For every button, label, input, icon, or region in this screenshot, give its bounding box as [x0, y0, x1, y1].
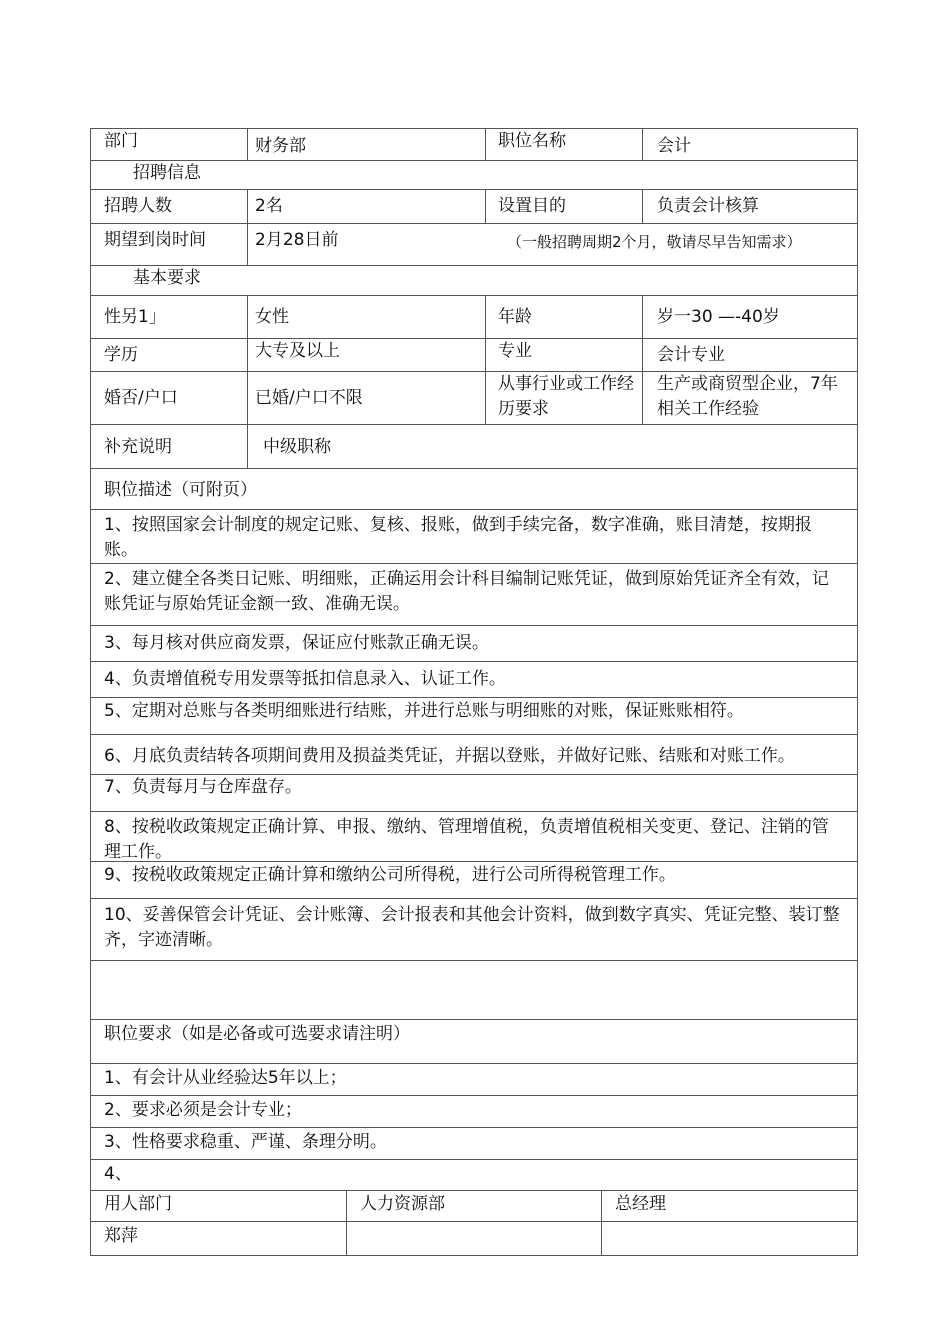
description-item-text: 2、建立健全各类日记账、明细账，正确运用会计科目编制记账凭证，做到原始凭证齐全有效，记账凭证与原始凭证金额一致、准确无误。 [104, 569, 829, 614]
description-item-text: 8、按税收政策规定正确计算、申报、缴纳、管理增值税，负责增值税相关变更、登记、注销的管理工作。 [104, 817, 829, 862]
marital-value: 已婚/户口不限 [255, 388, 363, 408]
header-row [90, 128, 858, 161]
age-value: 岁一30 —-40岁 [657, 307, 780, 327]
requirements-title-row [90, 1020, 858, 1064]
description-item-text: 1、按照国家会计制度的规定记账、复核、报账，做到手续完备，数字准确，账目清楚，按期报账。 [104, 515, 812, 560]
description-item [90, 812, 858, 862]
gender-value: 女性 [255, 307, 289, 327]
job-requisition-form [90, 128, 858, 1256]
extra-value: 中级职称 [263, 437, 331, 457]
date-label: 期望到岗时间 [104, 230, 206, 250]
description-item [90, 626, 858, 662]
description-item [90, 698, 858, 735]
dept-value: 财务部 [255, 136, 306, 156]
description-item [90, 564, 858, 626]
signoff-value-row [90, 1222, 858, 1256]
experience-label: 从事行业或工作经历要求 [498, 374, 634, 419]
description-title: 职位描述（可附页） [104, 480, 257, 500]
description-title-row [90, 469, 858, 510]
description-item [90, 862, 858, 899]
description-item-text: 9、按税收政策规定正确计算和缴纳公司所得税，进行公司所得税管理工作。 [104, 865, 676, 885]
description-item [90, 899, 858, 961]
marital-row [90, 372, 858, 425]
count-label: 招聘人数 [104, 196, 172, 216]
description-item-text: 7、负责每月与仓库盘存。 [104, 777, 302, 797]
count-value: 2名 [255, 196, 283, 216]
recruit-section-title: 招聘信息 [133, 163, 201, 183]
description-item [90, 735, 858, 775]
description-item-text: 10、妥善保管会计凭证、会计账簿、会计报表和其他会计资料，做到数字真实、凭证完整、装订整齐，字迹清晰。 [104, 905, 840, 950]
dept-value-cell [247, 129, 485, 160]
purpose-label: 设置目的 [498, 196, 566, 216]
education-label: 学历 [104, 345, 138, 365]
major-value: 会计专业 [657, 345, 725, 365]
recruit-count-row [90, 190, 858, 224]
description-item [90, 510, 858, 564]
education-row [90, 339, 858, 372]
description-item [90, 775, 858, 812]
dept-label-cell [91, 129, 247, 160]
requirement-item-text: 1、有会计从业经验达5年以上； [104, 1068, 347, 1088]
requirement-item [90, 1096, 858, 1128]
position-value-cell [642, 129, 857, 160]
signoff-hr-label: 人力资源部 [360, 1194, 445, 1214]
major-label: 专业 [498, 341, 532, 361]
extra-label: 补充说明 [104, 437, 172, 457]
requirement-item [90, 1064, 858, 1096]
basic-section-row [90, 266, 858, 296]
marital-label: 婚否/户口 [104, 388, 178, 408]
description-item [90, 662, 858, 698]
description-item-text: 4、负责增值税专用发票等抵扣信息录入、认证工作。 [104, 669, 506, 689]
position-label: 职位名称 [498, 131, 566, 151]
recruit-section-row [90, 161, 858, 190]
purpose-value: 负责会计核算 [657, 196, 759, 216]
requirement-item-text: 2、要求必须是会计专业； [104, 1100, 302, 1120]
signoff-gm-label: 总经理 [615, 1194, 666, 1214]
requirement-item [90, 1160, 858, 1191]
date-note: （一般招聘周期2个月，敬请尽早告知需求） [507, 233, 802, 251]
recruit-date-row [90, 224, 858, 266]
position-value: 会计 [657, 136, 691, 156]
blank-row [90, 961, 858, 1020]
requirement-item-text: 4、 [104, 1164, 132, 1184]
gender-row [90, 296, 858, 339]
requirement-item [90, 1128, 858, 1160]
basic-section-title: 基本要求 [133, 268, 201, 288]
dept-label: 部门 [104, 131, 138, 151]
signoff-header-row [90, 1191, 858, 1222]
signoff-dept-label: 用人部门 [104, 1194, 172, 1214]
description-item-text: 3、每月核对供应商发票，保证应付账款正确无误。 [104, 633, 489, 653]
requirements-title: 职位要求（如是必备或可选要求请注明） [104, 1024, 410, 1044]
requirement-item-text: 3、性格要求稳重、严谨、条理分明。 [104, 1132, 387, 1152]
gender-label: 性另1」 [104, 307, 166, 327]
description-item-text: 6、月底负责结转各项期间费用及损益类凭证，并据以登账，并做好记账、结账和对账工作。 [104, 746, 795, 766]
education-value: 大专及以上 [255, 341, 340, 361]
position-label-cell [485, 129, 642, 160]
age-label: 年龄 [498, 307, 532, 327]
date-value: 2月28日前 [255, 230, 339, 250]
experience-value: 生产或商贸型企业，7年相关工作经验 [657, 374, 838, 419]
signoff-dept-value: 郑萍 [104, 1226, 138, 1246]
extra-row [90, 425, 858, 469]
description-item-text: 5、定期对总账与各类明细账进行结账，并进行总账与明细账的对账，保证账账相符。 [104, 701, 744, 721]
